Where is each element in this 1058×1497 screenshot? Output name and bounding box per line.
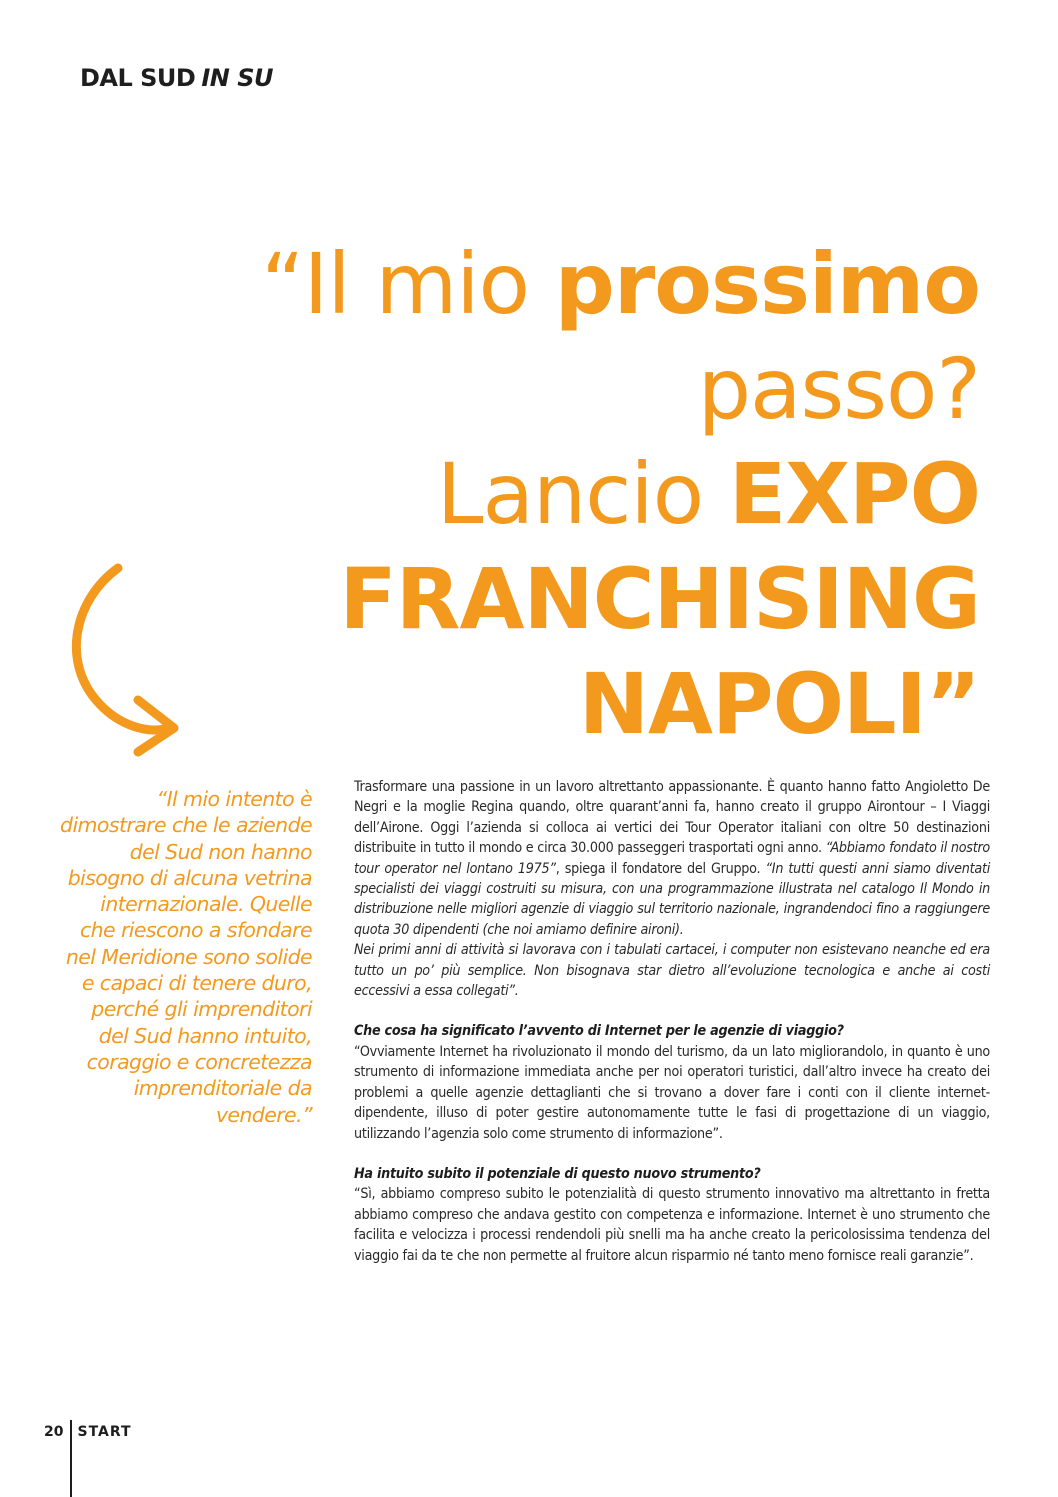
answer: “Sì, abbiamo compreso subito le potenzialità di questo strumento innovativo ma altrettanto in fretta abbiamo compreso che andava gestito con competenza e informazione. Internet è uno strumento che facilita e velocizza i processi rendendoli più snelli ma ha anche creato la pericolosissima tendenza del viaggio fai da te che non permette al fruitore alcun risparmio né tanto meno fornisce reali garanzie”. (354, 1186, 990, 1264)
curved-arrow-icon (56, 560, 236, 760)
paragraph-text: , spiega il fondatore del Gruppo. (555, 860, 766, 877)
headline-line-4: FRANCHISING (339, 550, 980, 648)
question: Ha intuito subito il potenziale di questo nuovo strumento? (354, 1165, 761, 1182)
article-body (354, 777, 990, 1266)
quote-text: “In tutti questi anni siamo diventati specialisti dei viaggi costruiti su misura, con una programmazione illustrata nel catalogo Il Mondo in distribuzione nelle migliori agenzie di viaggio sul territorio nazionale, ingrandendoci fino a raggiungere quota 30 dipendenti (che noi amiamo definire aironi). (354, 860, 990, 938)
headline-text: Lancio (436, 445, 729, 543)
section-tag-italic: IN SU (201, 64, 273, 92)
pull-quote: “Il mio intento è dimostrare che le aziende del Sud non hanno bisogno di alcuna vetrina internazionale. Quelle che riescono a sfondare nel Meridione sono solide e capaci di tenere duro, perché gli imprenditori del Sud hanno intuito, coraggio e concretezza imprenditoriale da vendere.” (60, 787, 312, 1127)
page-footer (44, 1424, 132, 1440)
headline-emphasis: EXPO (728, 445, 980, 543)
quote-text: “Abbiamo fondato il nostro tour operator nel lontano 1975” (354, 840, 990, 877)
paragraph-text: Trasformare una passione in un lavoro altrettanto appassionante. È quanto hanno fatto Angioletto De Negri e la moglie Regina quando, oltre quarant’anni fa, hanno creato il gruppo Airontour – I Viaggi dell’Airone. Oggi l’azienda si colloca ai vertici dei Tour Operator italiani con oltre 50 destinazioni distribuite in tutto il mondo e circa 30.000 passeggeri trasportati ogni anno. (354, 779, 990, 857)
headline-emphasis: prossimo (554, 235, 980, 333)
page-number: 20 (44, 1424, 64, 1440)
question: Che cosa ha significato l’avvento di Internet per le agenzie di viaggio? (354, 1023, 844, 1040)
headline-line-1 (80, 232, 980, 337)
paragraph: Nei primi anni di attività si lavorava con i tabulati cartacei, i computer non esistevano neanche ed era tutto un po’ più semplice. Non bisognava star dietro all’evoluzione tecnologica e anche ai costi eccessivi a essa collegati”. (354, 942, 990, 1000)
section-tag (80, 64, 273, 92)
headline-line-2: passo? (697, 340, 980, 438)
headline-text: “Il mio (261, 235, 555, 333)
headline-line-3 (80, 442, 980, 547)
magazine-name: START (77, 1424, 132, 1440)
answer: “Ovviamente Internet ha rivoluzionato il mondo del turismo, da un lato migliorandolo, in quanto è uno strumento di informazione immediata anche per noi operatori turistici, dall’altro invece ha creato dei problemi a quelle agenzie dettaglianti che si trovano a dover fare i conti con il cliente internet-dipendente, illuso di poter gestire autonomamente tutte le fasi di progettazione di un viaggio, utilizzando l’agenzia solo come strumento di informazione”. (354, 1043, 990, 1142)
section-tag-main: DAL SUD (80, 64, 196, 92)
headline-line-5: NAPOLI” (578, 655, 980, 753)
paragraph (354, 777, 990, 940)
